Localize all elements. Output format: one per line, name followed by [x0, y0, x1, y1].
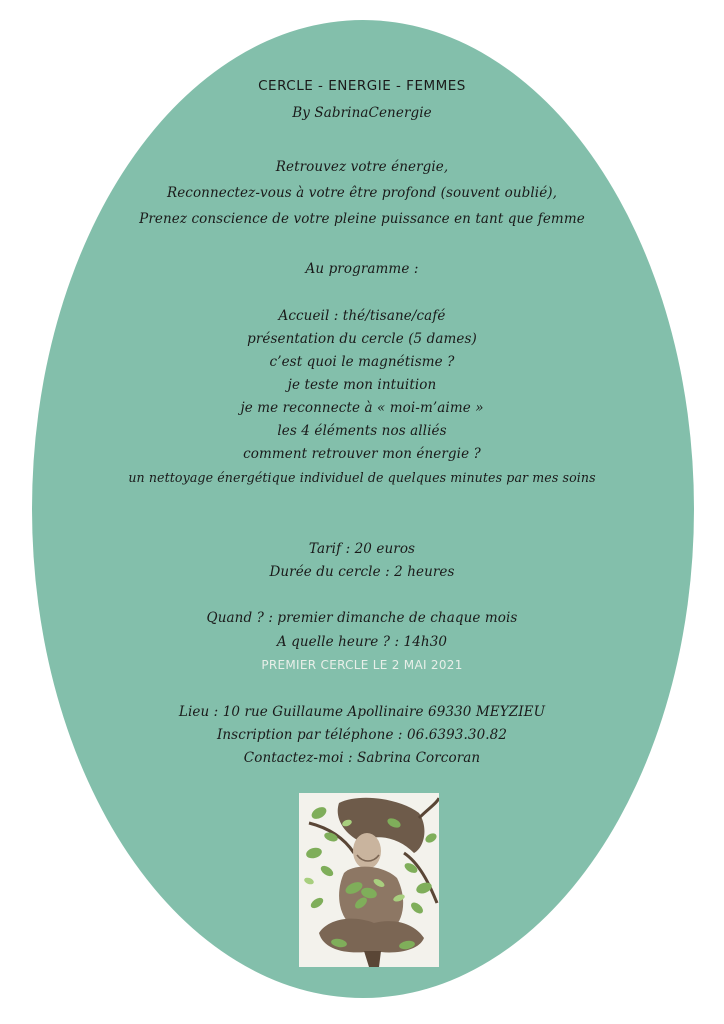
program-item: je me reconnecte à « moi-m’aime » [240, 400, 484, 416]
program-item: les 4 éléments nos alliés [277, 423, 447, 439]
first-circle-date: PREMIER CERCLE LE 2 MAI 2021 [261, 658, 463, 672]
heure: A quelle heure ? : 14h30 [276, 634, 448, 650]
program-item: Accueil : thé/tisane/café [278, 308, 446, 324]
program-item: un nettoyage énergétique individuel de quelques minutes par mes soins [128, 470, 596, 485]
lieu: Lieu : 10 rue Guillaume Apollinaire 69330 MEYZIEU [178, 704, 546, 720]
tarif: Tarif : 20 euros [308, 541, 416, 557]
intro-line-3: Prenez conscience de votre pleine puissance en tant que femme [139, 211, 585, 227]
program-item: présentation du cercle (5 dames) [247, 331, 477, 347]
program-item: je teste mon intuition [287, 377, 437, 393]
byline: By SabrinaCenergie [292, 105, 432, 121]
program-item: c’est quoi le magnétisme ? [269, 354, 455, 370]
program-item: comment retrouver mon énergie ? [243, 446, 481, 462]
inscription-phone: Inscription par téléphone : 06.6393.30.82 [216, 727, 508, 743]
flyer-title: CERCLE - ENERGIE - FEMMES [258, 78, 466, 94]
program-heading: Au programme : [305, 261, 419, 277]
tree-woman-illustration-icon [299, 793, 439, 967]
contact-name: Contactez-moi : Sabrina Corcoran [243, 750, 481, 766]
intro-line-1: Retrouvez votre énergie, [275, 159, 449, 175]
duree: Durée du cercle : 2 heures [269, 564, 455, 580]
intro-line-2: Reconnectez-vous à votre être profond (souvent oublié), [166, 185, 558, 201]
quand: Quand ? : premier dimanche de chaque mois [206, 610, 518, 626]
